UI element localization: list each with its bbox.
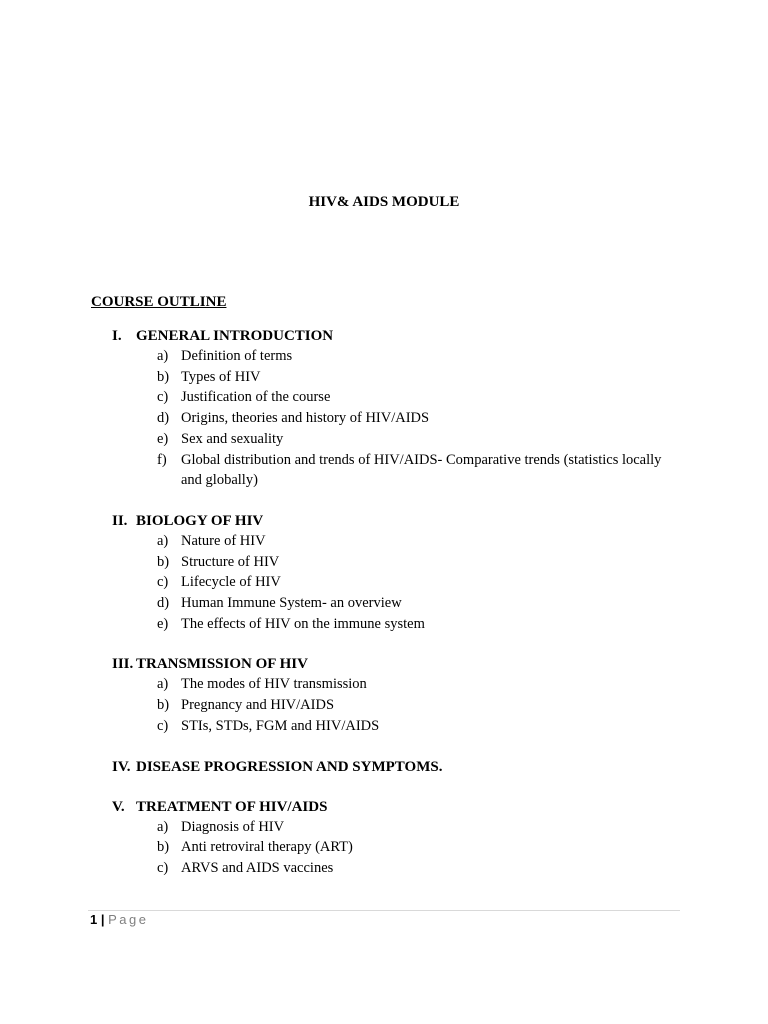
list-item bbox=[157, 367, 672, 388]
list-item bbox=[157, 674, 672, 695]
item-letter: d) bbox=[157, 595, 170, 612]
item-letter: e) bbox=[157, 430, 169, 447]
item-text: Definition of terms bbox=[181, 348, 293, 364]
page-number: 1 bbox=[90, 912, 98, 927]
list-item bbox=[157, 593, 672, 614]
section-item-list bbox=[112, 346, 672, 491]
list-item bbox=[157, 817, 672, 838]
document-title: HIV& AIDS MODULE bbox=[308, 194, 460, 210]
list-item bbox=[157, 716, 672, 737]
list-item bbox=[157, 614, 672, 635]
section-number: II. bbox=[112, 512, 128, 529]
course-outline-sections bbox=[112, 326, 672, 899]
item-text: Lifecycle of HIV bbox=[181, 574, 281, 591]
list-item bbox=[157, 346, 672, 367]
outline-section bbox=[112, 654, 672, 736]
item-letter: a) bbox=[157, 348, 169, 364]
section-item-list bbox=[112, 674, 672, 736]
list-item bbox=[157, 552, 672, 573]
list-item bbox=[157, 450, 672, 491]
item-text: Structure of HIV bbox=[181, 553, 280, 570]
item-letter: b) bbox=[157, 553, 170, 570]
list-item bbox=[157, 429, 672, 450]
outline-section bbox=[112, 326, 672, 491]
item-letter: f) bbox=[157, 451, 167, 468]
page-footer bbox=[90, 912, 149, 928]
section-item-list bbox=[112, 817, 672, 879]
item-letter: a) bbox=[157, 532, 169, 549]
item-text: Anti retroviral therapy (ART) bbox=[181, 839, 353, 856]
item-text: Global distribution and trends of HIV/AIDS- Comparative trends (statistics locally and globally) bbox=[181, 451, 662, 489]
section-title: GENERAL INTRODUCTION bbox=[136, 328, 334, 344]
item-letter: c) bbox=[157, 859, 169, 876]
item-text: Human Immune System- an overview bbox=[181, 595, 402, 612]
item-letter: e) bbox=[157, 615, 169, 632]
item-letter: c) bbox=[157, 717, 169, 734]
page-label: Page bbox=[108, 912, 149, 927]
section-number: V. bbox=[112, 798, 125, 815]
item-text: Pregnancy and HIV/AIDS bbox=[181, 697, 335, 714]
item-letter: c) bbox=[157, 389, 169, 406]
section-heading bbox=[112, 797, 672, 817]
list-item bbox=[157, 572, 672, 593]
item-text: Justification of the course bbox=[181, 389, 331, 406]
section-title: TRANSMISSION OF HIV bbox=[136, 656, 308, 673]
list-item bbox=[157, 531, 672, 552]
item-text: ARVS and AIDS vaccines bbox=[181, 859, 334, 876]
item-letter: c) bbox=[157, 574, 169, 591]
list-item bbox=[157, 858, 672, 879]
item-letter: b) bbox=[157, 368, 170, 385]
section-item-list bbox=[112, 531, 672, 635]
item-text: The modes of HIV transmission bbox=[181, 676, 367, 693]
outline-section bbox=[112, 757, 672, 777]
section-heading bbox=[112, 654, 672, 674]
footer-separator: | bbox=[100, 912, 105, 927]
item-letter: a) bbox=[157, 676, 169, 693]
footer-divider bbox=[88, 910, 680, 911]
item-text: STIs, STDs, FGM and HIV/AIDS bbox=[181, 717, 380, 734]
item-text: Diagnosis of HIV bbox=[181, 818, 285, 835]
section-title: DISEASE PROGRESSION AND SYMPTOMS. bbox=[136, 758, 443, 775]
item-letter: d) bbox=[157, 410, 170, 427]
section-heading bbox=[112, 511, 672, 531]
section-heading bbox=[112, 326, 672, 346]
section-heading bbox=[112, 757, 672, 777]
course-outline-heading: COURSE OUTLINE bbox=[91, 294, 227, 310]
section-number: III. bbox=[112, 656, 134, 673]
section-number: I. bbox=[112, 328, 122, 344]
item-letter: b) bbox=[157, 697, 170, 714]
list-item bbox=[157, 387, 672, 408]
outline-section bbox=[112, 511, 672, 635]
list-item bbox=[157, 408, 672, 429]
list-item bbox=[157, 837, 672, 858]
item-letter: a) bbox=[157, 818, 169, 835]
item-letter: b) bbox=[157, 839, 170, 856]
item-text: The effects of HIV on the immune system bbox=[181, 615, 425, 632]
item-text: Types of HIV bbox=[181, 368, 261, 385]
section-title: BIOLOGY OF HIV bbox=[136, 512, 264, 529]
item-text: Origins, theories and history of HIV/AIDS bbox=[181, 410, 430, 427]
outline-section bbox=[112, 797, 672, 879]
item-text: Sex and sexuality bbox=[181, 430, 284, 447]
section-title: TREATMENT OF HIV/AIDS bbox=[136, 798, 328, 815]
section-number: IV. bbox=[112, 758, 131, 775]
list-item bbox=[157, 695, 672, 716]
item-text: Nature of HIV bbox=[181, 532, 266, 549]
